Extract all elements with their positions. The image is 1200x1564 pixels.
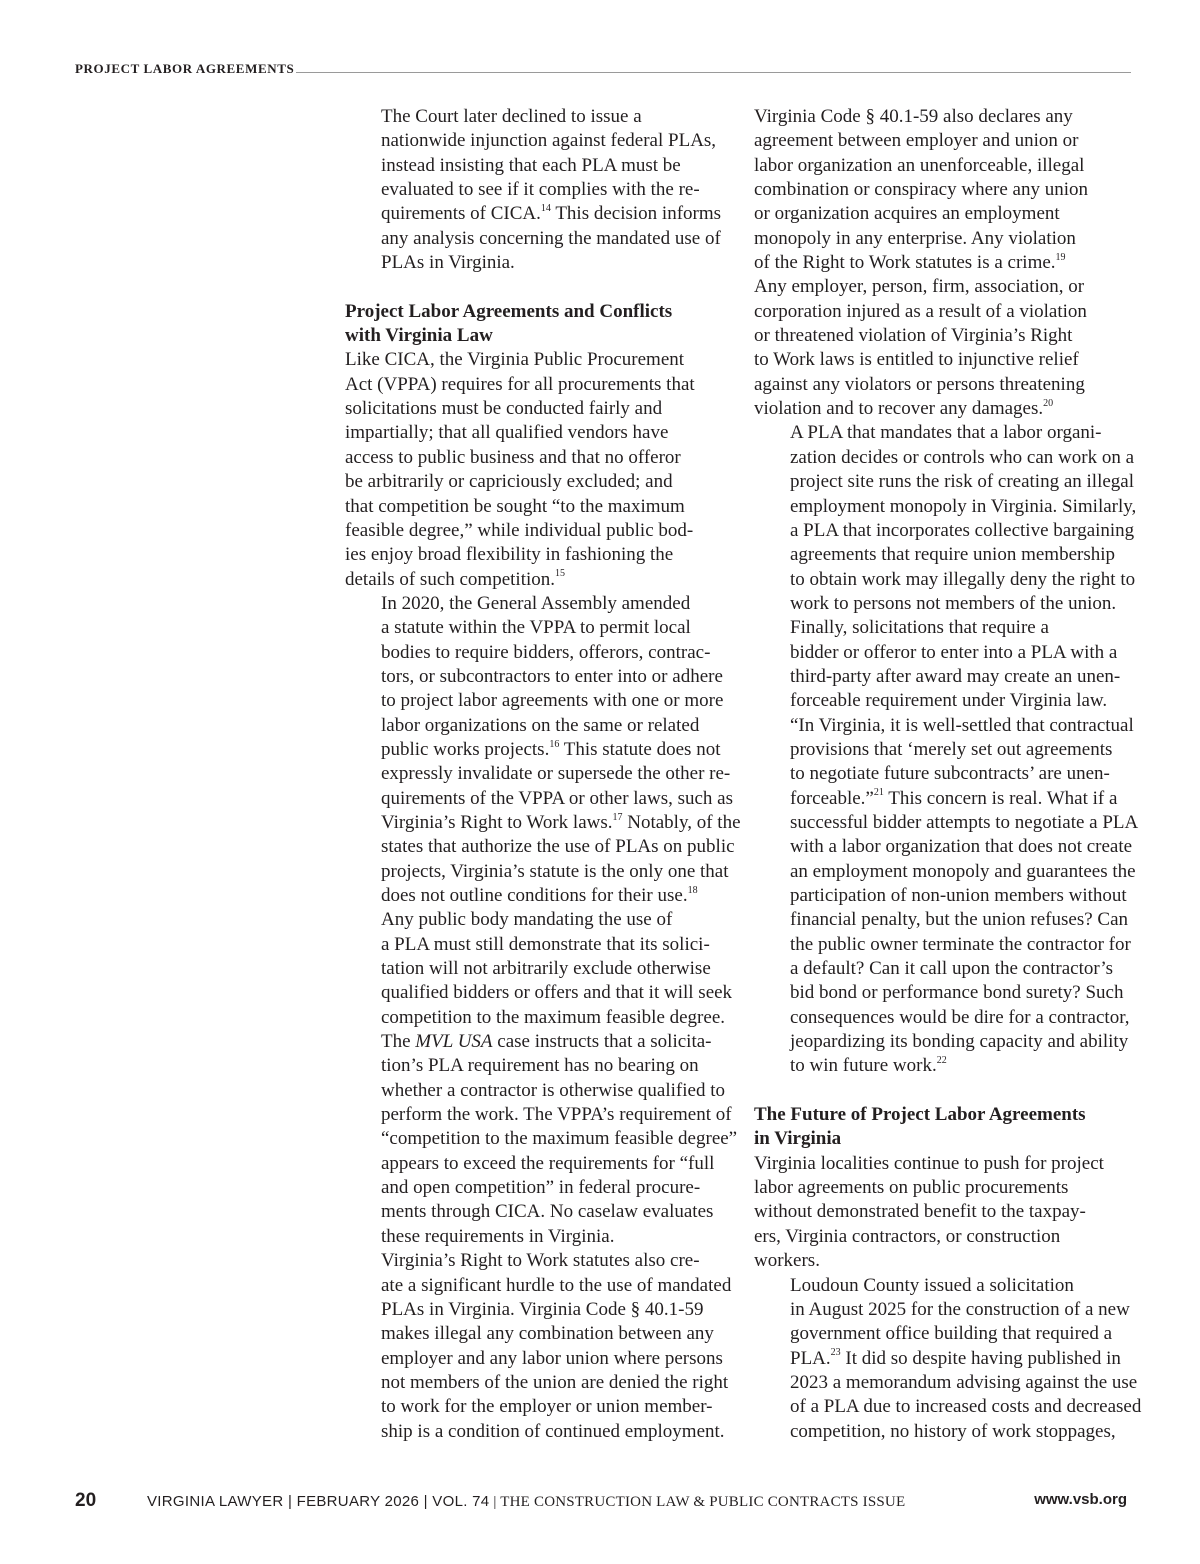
text-line: evaluated to see if it complies with the re-	[381, 179, 700, 201]
text-line: the public owner terminate the contractor for	[790, 933, 1131, 955]
text-line: to win future work.	[790, 1055, 937, 1077]
text-line: The	[381, 1031, 416, 1053]
text-line: ments through CICA. No caselaw evaluates	[381, 1201, 714, 1223]
text-line: Notably, of the	[622, 811, 741, 833]
text-line: of the Right to Work statutes is a crime.	[754, 252, 1056, 274]
page-number: 20	[75, 1490, 97, 1511]
text-line: of a PLA due to increased costs and decreased	[790, 1396, 1142, 1418]
text-line: forceable.”	[790, 787, 874, 809]
text-line: The Court later declined to issue a	[381, 106, 642, 127]
text-line: competition to the maximum feasible degree.	[381, 1006, 726, 1028]
text-line: corporation injured as a result of a violation	[754, 300, 1087, 322]
paragraph	[754, 1274, 1142, 1444]
running-head-rule	[296, 72, 1131, 73]
footnote-ref: 15	[555, 568, 566, 580]
text-line: PLAs in Virginia. Virginia Code § 40.1-59	[381, 1298, 704, 1320]
text-line: any analysis concerning the mandated use of	[381, 227, 721, 249]
text-line: PLA.	[790, 1347, 831, 1369]
text-line: to negotiate future subcontracts’ are unen-	[790, 763, 1110, 785]
text-line: agreements that require union membership	[790, 544, 1116, 566]
text-line: Virginia Code § 40.1-59 also declares any	[754, 106, 1073, 127]
text-line: Any public body mandating the use of	[381, 909, 673, 931]
text-line: ies enjoy broad flexibility in fashioning the	[345, 544, 674, 566]
text-line: ship is a condition of continued employment.	[381, 1420, 725, 1442]
text-line: employment monopoly in Virginia. Similarly,	[790, 495, 1137, 517]
text-line: combination or conspiracy where any union	[754, 179, 1088, 201]
issue-info: VIRGINIA LAWYER | FEBRUARY 2026 | VOL. 74	[147, 1493, 490, 1510]
text-line: project site runs the risk of creating an illegal	[790, 471, 1134, 493]
text-line: employer and any labor union where persons	[381, 1347, 723, 1369]
text-line: impartially; that all qualified vendors have	[345, 422, 669, 444]
text-line: Virginia’s Right to Work laws.	[381, 811, 613, 833]
text-line: be arbitrarily or capriciously excluded; and	[345, 471, 673, 493]
footnote-ref: 20	[1043, 397, 1054, 409]
text-line: a default? Can it call upon the contractor’s	[790, 958, 1114, 980]
text-line: A PLA that mandates that a labor organi-	[790, 422, 1102, 444]
text-line: tion’s PLA requirement has no bearing on	[381, 1055, 699, 1077]
text-line: appears to exceed the requirements for “full	[381, 1152, 715, 1174]
text-line: bidder or offeror to enter into a PLA with a	[790, 641, 1118, 663]
text-line: participation of non-union members without	[790, 885, 1127, 906]
text-line: a PLA must still demonstrate that its solici-	[381, 933, 710, 955]
article-column-right	[754, 105, 1142, 1444]
text-line: This decision informs	[550, 203, 722, 225]
text-line: monopoly in any enterprise. Any violation	[754, 227, 1076, 249]
text-line: Virginia’s Right to Work statutes also cre-	[381, 1250, 700, 1272]
text-line: a statute within the VPPA to permit local	[381, 617, 691, 639]
text-line: successful bidder attempts to negotiate a PLA	[790, 811, 1139, 833]
text-line: jeopardizing its bonding capacity and ability	[790, 1031, 1129, 1053]
text-line: or threatened violation of Virginia’s Right	[754, 325, 1073, 347]
paragraph	[754, 105, 1132, 421]
paragraph	[754, 421, 1137, 616]
text-line: that competition be sought “to the maximum	[345, 495, 685, 517]
footnote-ref: 17	[612, 811, 623, 823]
text-line: case instructs that a solicita-	[492, 1031, 712, 1053]
text-line: workers.	[754, 1250, 820, 1272]
text-line: Virginia localities continue to push for project	[754, 1152, 1104, 1174]
text-line: zation decides or controls who can work on a	[790, 446, 1135, 468]
running-head	[75, 58, 1131, 76]
website-link[interactable]: www.vsb.org	[1034, 1491, 1127, 1508]
text-line: a PLA that incorporates collective bargaining	[790, 519, 1135, 541]
text-line: feasible degree,” while individual public bod-	[345, 519, 694, 541]
case-name: MVL USA	[415, 1031, 493, 1053]
text-line: whether a contractor is otherwise qualified to	[381, 1079, 725, 1101]
text-line: to project labor agreements with one or more	[381, 690, 724, 712]
footnote-ref: 18	[687, 884, 698, 896]
text-line: solicitations must be conducted fairly and	[345, 398, 663, 420]
text-line: ers, Virginia contractors, or construction	[754, 1225, 1061, 1247]
text-line: agreement between employer and union or	[754, 130, 1079, 152]
text-line: with a labor organization that does not create	[790, 836, 1133, 858]
text-line: In 2020, the General Assembly amended	[381, 592, 691, 614]
text-line: without demonstrated benefit to the taxpay-	[754, 1201, 1086, 1223]
text-line: forceable requirement under Virginia law.	[790, 690, 1108, 712]
running-head-label: PROJECT LABOR AGREEMENTS	[75, 61, 295, 76]
footnote-ref: 14	[540, 203, 551, 215]
text-line: does not outline conditions for their use.	[381, 885, 688, 906]
text-line: Any employer, person, firm, association, or	[754, 276, 1085, 298]
paragraph	[345, 592, 741, 908]
footnote-ref: 21	[873, 787, 884, 799]
text-line: public works projects.	[381, 738, 550, 760]
text-line: work to persons not members of the union.	[790, 592, 1117, 614]
text-line: tors, or subcontractors to enter into or adhere	[381, 665, 723, 687]
footnote-ref: 16	[549, 738, 560, 750]
section-heading: The Future of Project Labor Agreements in Virginia	[754, 1104, 1086, 1150]
text-line: in August 2025 for the construction of a new	[790, 1298, 1130, 1320]
text-line: instead insisting that each PLA must be	[381, 154, 681, 176]
text-line: provisions that ‘merely set out agreements	[790, 738, 1113, 760]
text-line: nationwide injunction against federal PLAs,	[381, 130, 717, 152]
text-line: tation will not arbitrarily exclude otherwise	[381, 958, 711, 980]
text-line: and open competition” in federal procure-	[381, 1177, 701, 1199]
text-line: details of such competition.	[345, 568, 556, 590]
text-line: makes illegal any combination between any	[381, 1323, 714, 1345]
text-line: or organization acquires an employment	[754, 203, 1060, 225]
text-line: projects, Virginia’s statute is the only one that	[381, 860, 729, 882]
paragraph	[345, 1249, 732, 1444]
footnote-ref: 19	[1055, 251, 1066, 263]
article-column-left	[345, 105, 741, 1444]
text-line: financial penalty, but the union refuses? Can	[790, 909, 1129, 931]
text-line: not members of the union are denied the right	[381, 1371, 729, 1393]
paragraph	[345, 105, 727, 275]
text-line: third-party after award may create an unen-	[790, 665, 1121, 687]
text-line: ate a significant hurdle to the use of mandated	[381, 1274, 732, 1296]
text-line: Loudoun County issued a solicitation	[790, 1274, 1074, 1296]
text-line: consequences would be dire for a contractor,	[790, 1006, 1130, 1028]
paragraph	[345, 348, 727, 591]
text-line: competition, no history of work stoppages,	[790, 1420, 1116, 1442]
text-line: violation and to recover any damages.	[754, 398, 1044, 420]
paragraph	[754, 616, 1139, 1079]
text-line: government office building that required a	[790, 1323, 1113, 1345]
text-line: to obtain work may illegally deny the right to	[790, 568, 1136, 590]
footnote-ref: 23	[830, 1347, 841, 1359]
text-line: Act (VPPA) requires for all procurements that	[345, 373, 695, 395]
text-line: states that authorize the use of PLAs on public	[381, 836, 735, 858]
text-line: Finally, solicitations that require a	[790, 617, 1049, 639]
text-line: qualified bidders or offers and that it will seek	[381, 982, 733, 1004]
footnote-ref: 22	[936, 1055, 947, 1067]
issue-theme: | THE CONSTRUCTION LAW & PUBLIC CONTRACTS ISSUE	[489, 1494, 906, 1510]
text-line: Like CICA, the Virginia Public Procurement	[345, 349, 685, 371]
text-line: labor agreements on public procurements	[754, 1177, 1069, 1199]
text-line: labor organization an unenforceable, illegal	[754, 154, 1085, 176]
text-line: “competition to the maximum feasible degree”	[381, 1128, 738, 1150]
page-footer	[75, 1488, 1127, 1518]
text-line: This statute does not	[559, 738, 721, 760]
text-line: quirements of the VPPA or other laws, such as	[381, 787, 734, 809]
text-line: quirements of CICA.	[381, 203, 541, 225]
text-line: “In Virginia, it is well-settled that contractual	[790, 714, 1134, 736]
text-line: against any violators or persons threatening	[754, 373, 1085, 395]
text-line: 2023 a memorandum advising against the use	[790, 1371, 1138, 1393]
text-line: to work for the employer or union member-	[381, 1396, 713, 1418]
paragraph	[345, 908, 738, 1249]
paragraph	[754, 1152, 1132, 1274]
text-line: labor organizations on the same or related	[381, 714, 700, 736]
text-line: It did so despite having published in	[840, 1347, 1121, 1369]
text-line: an employment monopoly and guarantees the	[790, 860, 1136, 882]
issue-line	[147, 1492, 905, 1512]
section-heading: Project Labor Agreements and Conflicts with Virginia Law	[345, 300, 673, 347]
text-line: bid bond or performance bond surety? Such	[790, 982, 1124, 1004]
text-line: access to public business and that no offeror	[345, 446, 681, 468]
text-line: bodies to require bidders, offerors, contrac-	[381, 641, 711, 663]
text-line: PLAs in Virginia.	[381, 252, 515, 274]
text-line: expressly invalidate or supersede the other re-	[381, 763, 731, 785]
text-line: to Work laws is entitled to injunctive relief	[754, 349, 1079, 371]
text-line: This concern is real. What if a	[883, 787, 1118, 809]
text-line: these requirements in Virginia.	[381, 1225, 615, 1247]
text-line: perform the work. The VPPA’s requirement of	[381, 1104, 732, 1126]
